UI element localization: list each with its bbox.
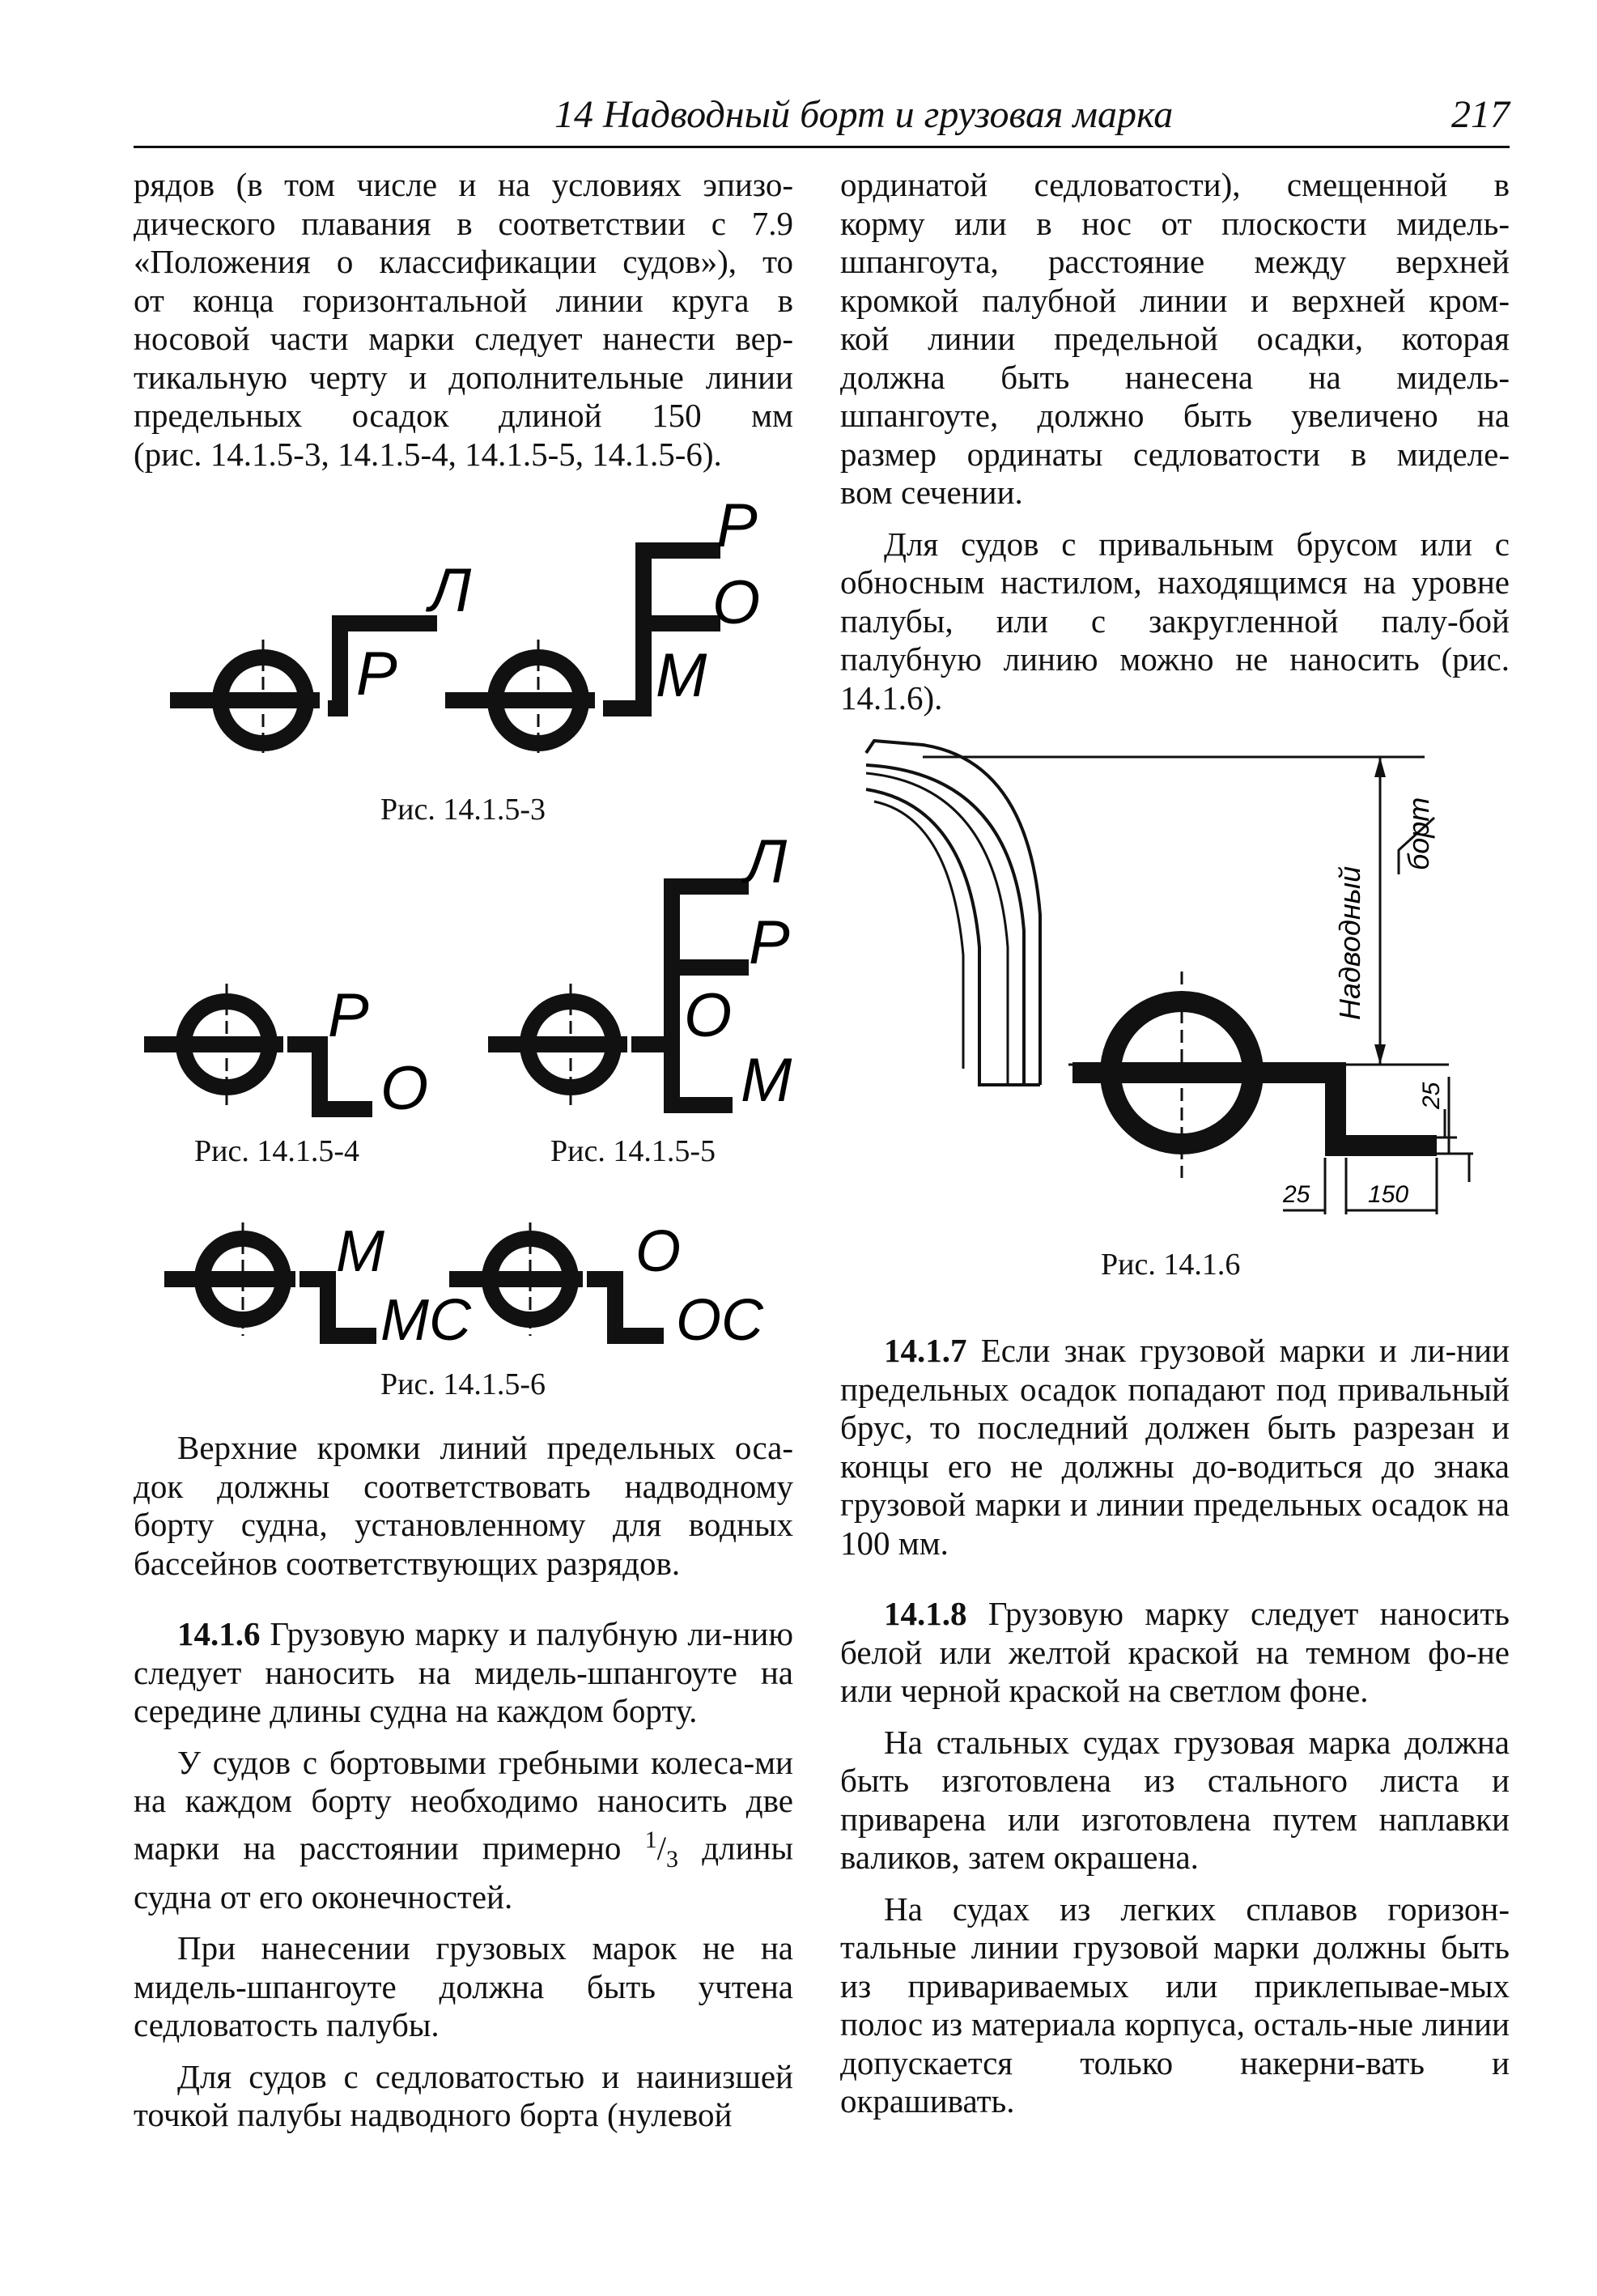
paddle-paragraph: У судов с бортовыми гребными колеса-ми на каждом борту необходимо наносить две марки на расстоянии примерно $^1/_3$ длины судна от его оконечностей. — [134, 1743, 794, 1915]
text-line: кой линии предельной осадки, которая — [840, 320, 1510, 357]
fig5-label-4: М — [741, 1046, 792, 1115]
figure-14-1-5-4 — [138, 955, 461, 1133]
text-line: точкой палубы надводного борта (нулевой — [134, 2096, 733, 2134]
caption-14-1-6: Рис. 14.1.6 — [1101, 1248, 1241, 1282]
text-line: от конца горизонтальной линии круга в — [134, 281, 793, 319]
dim-150: 150 — [1368, 1181, 1409, 1208]
right-continuation-lines — [840, 166, 1510, 512]
paddle-text-b: длины судна от его оконечностей. — [134, 1829, 794, 1915]
dim-25-vertical: 25 — [1418, 1082, 1445, 1109]
text-line: ординатой седловатости), смещенной в — [840, 166, 1510, 203]
text-line: кромкой палубной линии и верхней кром- — [840, 281, 1510, 319]
section-14-1-8 — [840, 1595, 1510, 1711]
text-line: носовой части марки следует нанести вер- — [134, 320, 793, 357]
text-line: шпангоута, расстояние между верхней — [840, 243, 1510, 280]
alloy-paragraph: На судах из легких сплавов горизон-тальные линии грузовой марки должны быть из привариваемых или приклепывае-мых полос из материала корпуса, осталь-ные линии допускается только накерни-вать и окрашивать. — [840, 1890, 1510, 2120]
text-line: шпангоуте, должно быть увеличено на — [840, 397, 1510, 434]
section-14-1-6 — [134, 1615, 793, 1731]
text-line: «Положения о классификации судов»), то — [134, 243, 793, 280]
text-line: корму или в нос от плоскости мидель- — [840, 204, 1510, 242]
fig4-label-1: Р — [328, 981, 369, 1050]
text-line: Для судов с седловатостью и наинизшей — [177, 2057, 793, 2095]
section-14-1-7-number: 14.1.7 — [884, 1332, 967, 1369]
gunwale-section — [866, 741, 1040, 1085]
text-line: вом сечении. — [840, 474, 1023, 511]
section-14-1-7 — [840, 1332, 1510, 1563]
fig5-label-2: Р — [749, 908, 790, 977]
right-lower-block — [840, 1332, 1510, 2121]
figure-14-1-6 — [858, 729, 1506, 1214]
fraction-denominator: 3 — [666, 1845, 679, 1873]
left-intro-block — [134, 166, 793, 474]
upper-edges-paragraph: Верхние кромки линий предельных оса-док должны соответствовать надводному борту судна, установленному для водных бассейнов соответствующих разрядов. — [134, 1429, 793, 1582]
section-14-1-7-text: Если знак грузовой марки и ли-нии предельных осадок попадают под привальный брус, то последний должен быть разрезан и концы его не должны до-водиться до знака грузовой марки и линии предельных осадок на 100 мм. — [840, 1332, 1510, 1562]
dim-25: 25 — [1283, 1181, 1310, 1208]
steel-paragraph: На стальных судах грузовая марка должна быть изготовлена из стального листа и приварена или изготовлена путем наплавки валиков, затем окрашена. — [840, 1723, 1510, 1876]
fraction-numerator: 1 — [644, 1826, 657, 1853]
fig3-label-3: Р — [716, 502, 758, 560]
caption-14-1-5-5: Рис. 14.1.5-5 — [550, 1134, 716, 1168]
text-line: тикальную черту и дополнительные линии — [134, 358, 793, 396]
chapter-title: 14 Надводный борт и грузовая марка — [554, 93, 1174, 136]
label-freeboard-1: Надводный — [1333, 865, 1366, 1020]
sheer-paragraph: При нанесении грузовых марок не на мидель-шпангоуте должна быть учтена седловатость палубы. — [134, 1929, 793, 2044]
fig3-label-1: Р — [356, 640, 397, 708]
rubbing-strake-paragraph: Для судов с привальным брусом или с обносным настилом, находящимся на уровне палубы, или с закругленной палу-бой палубную линию можно не наносить (рис. 14.1.6). — [840, 525, 1510, 716]
fig3-label-4: О — [712, 568, 761, 637]
section-14-1-8-number: 14.1.8 — [884, 1595, 967, 1632]
text-line: (рис. 14.1.5-3, 14.1.5-4, 14.1.5-5, 14.1.5-6). — [134, 435, 722, 473]
left-lower-block — [134, 1429, 793, 2135]
sheer-lowest-paragraph — [134, 2058, 793, 2135]
fig6-label-2: МС — [380, 1288, 471, 1352]
fig6-label-4: ОС — [676, 1288, 763, 1352]
paddle-text-a: У судов с бортовыми гребными колеса-ми на каждом борту необходимо наносить две марки на расстоянии примерно — [134, 1743, 793, 1867]
fig6-label-1: М — [336, 1219, 384, 1284]
label-freeboard-2: борт — [1402, 797, 1435, 870]
right-upper-block — [840, 166, 1510, 717]
fig5-label-3: О — [684, 981, 733, 1050]
load-mark-large — [1068, 972, 1449, 1178]
fig5-label-1: Л — [745, 834, 788, 896]
figure-14-1-5-5 — [482, 834, 805, 1133]
fig4-label-2: О — [380, 1054, 429, 1123]
running-header — [134, 81, 1510, 148]
caption-14-1-5-4: Рис. 14.1.5-4 — [194, 1134, 359, 1168]
fig3-label-5: М — [656, 641, 707, 710]
text-line: рядов (в том числе и на условиях эпизо- — [134, 166, 793, 203]
fig6-label-3: О — [635, 1219, 682, 1284]
text-line: размер ординаты седловатости в миделе- — [840, 435, 1510, 473]
section-14-1-6-number: 14.1.6 — [177, 1615, 261, 1652]
page-number: 217 — [1451, 93, 1510, 136]
left-intro-lines — [134, 166, 793, 474]
figure-14-1-5-6 — [158, 1198, 789, 1352]
text-line: дического плавания в соответствии с 7.9 — [134, 204, 793, 242]
text-line: предельных осадок длиной 150 мм — [134, 397, 793, 434]
caption-14-1-5-3: Рис. 14.1.5-3 — [380, 793, 546, 827]
figure-14-1-5-3 — [162, 502, 777, 753]
text-line: должна быть нанесена на мидель- — [840, 358, 1510, 396]
section-14-1-8-text: Грузовую марку следует наносить белой или желтой краской на темном фо-не или черной краской на светлом фоне. — [840, 1595, 1510, 1709]
fig3-label-2: Л — [429, 556, 472, 625]
caption-14-1-5-6: Рис. 14.1.5-6 — [380, 1367, 546, 1401]
section-14-1-6-text: Грузовую марку и палубную ли-нию следует наносить на мидель-шпангоуте на середине длины судна на каждом борту. — [134, 1615, 793, 1729]
